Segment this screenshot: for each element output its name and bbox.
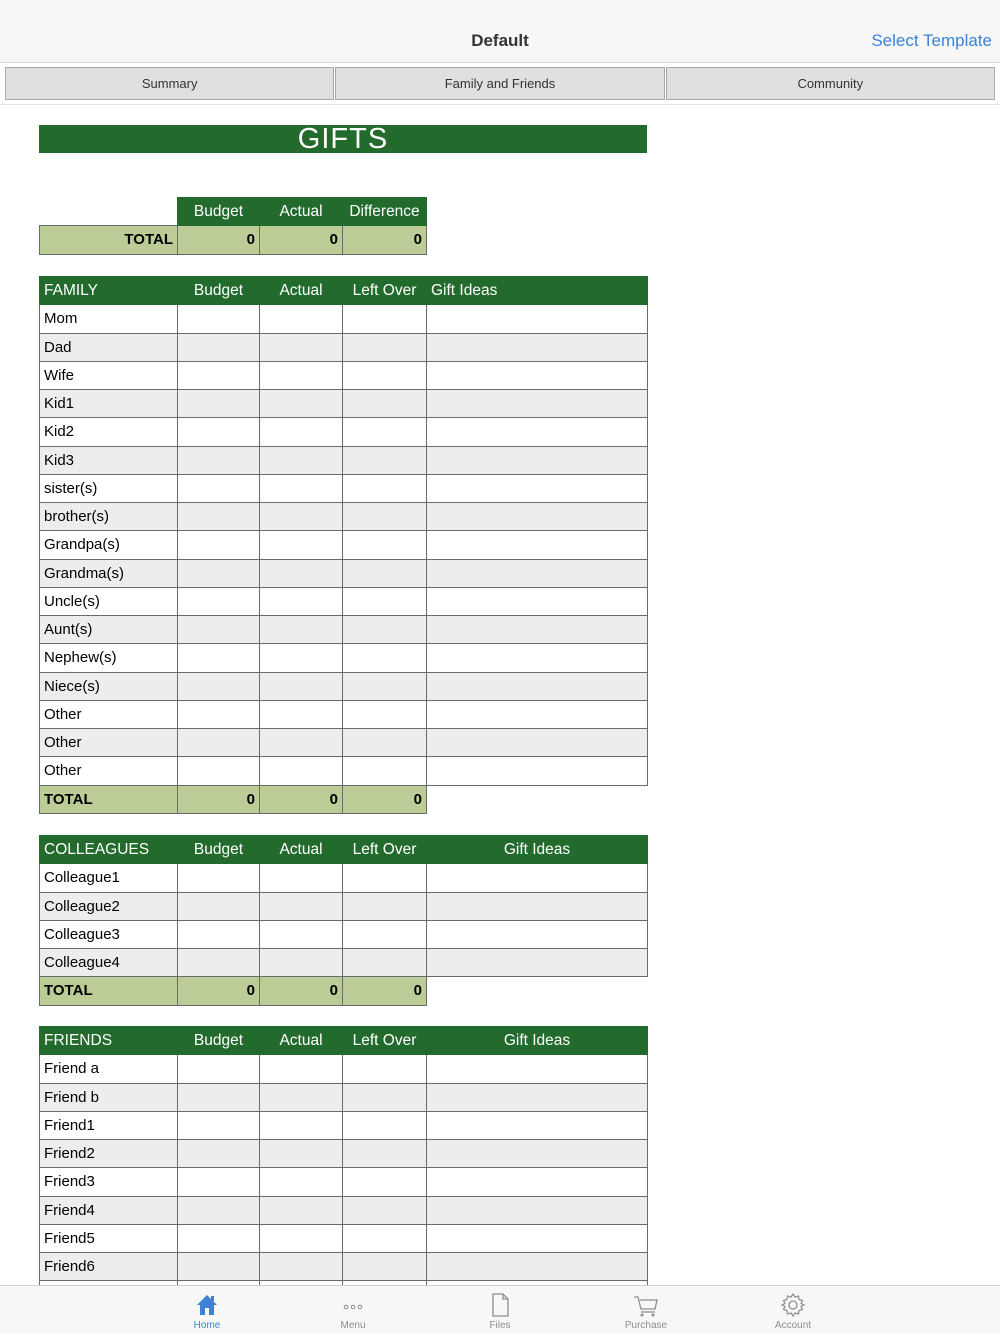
budget-cell[interactable] [178, 1140, 260, 1168]
actual-cell[interactable] [260, 1224, 343, 1252]
tab-label: Account [774, 1320, 812, 1331]
table-row [40, 333, 648, 361]
home-icon [194, 1292, 220, 1318]
actual-cell[interactable] [260, 390, 343, 418]
table-row [40, 1224, 648, 1252]
gift-ideas-cell[interactable] [427, 446, 648, 474]
left-over-cell[interactable] [343, 920, 427, 948]
actual-cell[interactable] [260, 446, 343, 474]
total-row [40, 785, 648, 813]
budget-cell[interactable] [178, 531, 260, 559]
row-label[interactable]: Kid1 [40, 390, 178, 418]
actual-cell[interactable] [260, 616, 343, 644]
actual-cell[interactable] [260, 559, 343, 587]
left-over-cell[interactable] [343, 390, 427, 418]
section-header: FAMILY [40, 277, 178, 305]
left-over-cell[interactable] [343, 1140, 427, 1168]
column-header: Left Over [343, 1027, 427, 1055]
friends-table [39, 1026, 648, 1285]
row-label[interactable]: Friend6 [40, 1253, 178, 1281]
left-over-cell[interactable] [343, 361, 427, 389]
total-budget[interactable]: 0 [178, 226, 260, 254]
tab-purchase[interactable] [586, 1286, 706, 1334]
actual-cell[interactable] [260, 1168, 343, 1196]
actual-cell[interactable] [260, 864, 343, 892]
actual-cell[interactable] [260, 949, 343, 977]
tab-files[interactable] [440, 1286, 560, 1334]
gift-ideas-cell[interactable] [427, 1253, 648, 1281]
row-label[interactable]: Colleague3 [40, 920, 178, 948]
column-header: Gift Ideas [427, 836, 648, 864]
gift-ideas-cell[interactable] [427, 531, 648, 559]
actual-cell[interactable] [260, 361, 343, 389]
actual-cell[interactable] [260, 503, 343, 531]
budget-cell[interactable] [178, 644, 260, 672]
budget-cell[interactable] [178, 864, 260, 892]
gift-ideas-cell[interactable] [427, 1140, 648, 1168]
left-over-cell[interactable] [343, 474, 427, 502]
total-left-over[interactable]: 0 [343, 977, 427, 1005]
row-label[interactable]: Grandma(s) [40, 559, 178, 587]
column-header: Budget [178, 277, 260, 305]
gift-ideas-cell[interactable] [427, 644, 648, 672]
column-header: Gift Ideas [427, 277, 648, 305]
actual-cell[interactable] [260, 1111, 343, 1139]
left-over-cell[interactable] [343, 503, 427, 531]
table-row [40, 1168, 648, 1196]
tab-summary[interactable]: Summary [5, 67, 334, 100]
left-over-cell[interactable] [343, 531, 427, 559]
row-label[interactable]: Colleague4 [40, 949, 178, 977]
left-over-cell[interactable] [343, 1055, 427, 1083]
budget-cell[interactable] [178, 1196, 260, 1224]
actual-cell[interactable] [260, 333, 343, 361]
tab-label: Purchase [624, 1320, 668, 1331]
table-row [40, 949, 648, 977]
gift-ideas-cell[interactable] [427, 1168, 648, 1196]
gifts-banner: GIFTS [39, 125, 647, 153]
row-label[interactable]: Dad [40, 333, 178, 361]
budget-cell[interactable] [178, 1253, 260, 1281]
actual-cell[interactable] [260, 531, 343, 559]
table-row [40, 700, 648, 728]
total-label: TOTAL [40, 785, 178, 813]
actual-cell[interactable] [260, 892, 343, 920]
table-row [40, 729, 648, 757]
actual-cell[interactable] [260, 644, 343, 672]
table-row [40, 644, 648, 672]
gift-ideas-cell[interactable] [427, 920, 648, 948]
table-row [40, 503, 648, 531]
actual-cell[interactable] [260, 729, 343, 757]
tab-home[interactable] [147, 1286, 267, 1334]
more-icon [340, 1292, 366, 1318]
total-row [40, 977, 648, 1005]
table-row [40, 757, 648, 785]
total-actual[interactable]: 0 [260, 785, 343, 813]
table-row [40, 1055, 648, 1083]
column-header: Actual [260, 277, 343, 305]
gift-ideas-cell[interactable] [427, 1083, 648, 1111]
tab-label: Menu [340, 1320, 366, 1331]
left-over-cell[interactable] [343, 864, 427, 892]
actual-cell[interactable] [260, 700, 343, 728]
tab-label: Home [193, 1320, 221, 1331]
gift-ideas-cell[interactable] [427, 474, 648, 502]
row-label[interactable]: Colleague1 [40, 864, 178, 892]
left-over-cell[interactable] [343, 1083, 427, 1111]
blank-cell [427, 977, 648, 1005]
row-label[interactable]: Friend a [40, 1055, 178, 1083]
section-header: FRIENDS [40, 1027, 178, 1055]
tab-menu[interactable] [293, 1286, 413, 1334]
summary-table [39, 197, 427, 255]
row-label[interactable]: Other [40, 700, 178, 728]
budget-cell[interactable] [178, 474, 260, 502]
table-row [40, 892, 648, 920]
gift-ideas-cell[interactable] [427, 503, 648, 531]
left-over-cell[interactable] [343, 1224, 427, 1252]
left-over-cell[interactable] [343, 333, 427, 361]
row-label[interactable]: brother(s) [40, 503, 178, 531]
left-over-cell[interactable] [343, 949, 427, 977]
row-label[interactable]: Other [40, 729, 178, 757]
gift-ideas-cell[interactable] [427, 949, 648, 977]
table-row [40, 531, 648, 559]
left-over-cell[interactable] [343, 672, 427, 700]
table-row [40, 587, 648, 615]
table-row [40, 474, 648, 502]
navigation-bar [0, 0, 1000, 63]
column-header: Difference [343, 198, 427, 226]
gear-icon [780, 1292, 806, 1318]
tab-family-and-friends[interactable]: Family and Friends [335, 67, 664, 100]
left-over-cell[interactable] [343, 757, 427, 785]
row-label[interactable]: Colleague2 [40, 892, 178, 920]
column-header: Budget [178, 836, 260, 864]
left-over-cell[interactable] [343, 644, 427, 672]
family-table [39, 276, 648, 814]
gift-ideas-cell[interactable] [427, 700, 648, 728]
table-row [40, 1140, 648, 1168]
actual-cell[interactable] [260, 757, 343, 785]
budget-cell[interactable] [178, 616, 260, 644]
table-row [40, 1083, 648, 1111]
table-row [40, 1111, 648, 1139]
budget-cell[interactable] [178, 1083, 260, 1111]
gift-ideas-cell[interactable] [427, 1055, 648, 1083]
column-header: Budget [178, 1027, 260, 1055]
total-label: TOTAL [40, 977, 178, 1005]
column-header: Budget [178, 198, 260, 226]
budget-cell[interactable] [178, 700, 260, 728]
gift-ideas-cell[interactable] [427, 864, 648, 892]
gift-ideas-cell[interactable] [427, 418, 648, 446]
sheet-tabs [5, 67, 995, 100]
budget-cell[interactable] [178, 333, 260, 361]
row-label[interactable]: Friend b [40, 1083, 178, 1111]
gift-ideas-cell[interactable] [427, 1196, 648, 1224]
gift-ideas-cell[interactable] [427, 616, 648, 644]
budget-cell[interactable] [178, 503, 260, 531]
budget-cell[interactable] [178, 390, 260, 418]
gift-ideas-cell[interactable] [427, 559, 648, 587]
budget-cell[interactable] [178, 559, 260, 587]
gift-ideas-cell[interactable] [427, 757, 648, 785]
gift-ideas-cell[interactable] [427, 729, 648, 757]
budget-cell[interactable] [178, 361, 260, 389]
left-over-cell[interactable] [343, 892, 427, 920]
column-header: Left Over [343, 836, 427, 864]
table-row [40, 418, 648, 446]
budget-cell[interactable] [178, 305, 260, 333]
table-row [40, 864, 648, 892]
actual-cell[interactable] [260, 1055, 343, 1083]
actual-cell[interactable] [260, 1196, 343, 1224]
row-label[interactable]: Mom [40, 305, 178, 333]
total-budget[interactable]: 0 [178, 785, 260, 813]
column-header: Actual [260, 1027, 343, 1055]
total-actual[interactable]: 0 [260, 977, 343, 1005]
gift-ideas-cell[interactable] [427, 1224, 648, 1252]
budget-cell[interactable] [178, 892, 260, 920]
blank-cell [40, 198, 178, 226]
bottom-tab-bar [0, 1285, 1000, 1334]
table-row [40, 672, 648, 700]
total-label: TOTAL [40, 226, 178, 254]
file-icon [487, 1292, 513, 1318]
left-over-cell[interactable] [343, 616, 427, 644]
budget-cell[interactable] [178, 757, 260, 785]
gift-ideas-cell[interactable] [427, 587, 648, 615]
left-over-cell[interactable] [343, 446, 427, 474]
gift-ideas-cell[interactable] [427, 305, 648, 333]
row-label[interactable]: Friend2 [40, 1140, 178, 1168]
left-over-cell[interactable] [343, 587, 427, 615]
left-over-cell[interactable] [343, 1253, 427, 1281]
colleagues-table [39, 835, 648, 1006]
row-label[interactable]: Grandpa(s) [40, 531, 178, 559]
table-row [40, 446, 648, 474]
select-template-button[interactable]: Select Template [871, 31, 992, 50]
row-label[interactable]: Friend1 [40, 1111, 178, 1139]
row-label[interactable]: Friend4 [40, 1196, 178, 1224]
gift-ideas-cell[interactable] [427, 1111, 648, 1139]
column-header: Gift Ideas [427, 1027, 648, 1055]
tab-community[interactable]: Community [666, 67, 995, 100]
actual-cell[interactable] [260, 474, 343, 502]
budget-cell[interactable] [178, 418, 260, 446]
actual-cell[interactable] [260, 672, 343, 700]
cart-icon [633, 1292, 659, 1318]
table-row [40, 390, 648, 418]
budget-cell[interactable] [178, 1111, 260, 1139]
left-over-cell[interactable] [343, 305, 427, 333]
column-header: Left Over [343, 277, 427, 305]
gift-ideas-cell[interactable] [427, 672, 648, 700]
blank-cell [427, 785, 648, 813]
table-row [40, 1196, 648, 1224]
total-actual[interactable]: 0 [260, 226, 343, 254]
table-row [40, 1253, 648, 1281]
column-header: Actual [260, 198, 343, 226]
left-over-cell[interactable] [343, 729, 427, 757]
row-label[interactable]: Niece(s) [40, 672, 178, 700]
actual-cell[interactable] [260, 1083, 343, 1111]
actual-cell[interactable] [260, 418, 343, 446]
budget-cell[interactable] [178, 729, 260, 757]
budget-cell[interactable] [178, 949, 260, 977]
actual-cell[interactable] [260, 1140, 343, 1168]
table-row [40, 361, 648, 389]
left-over-cell[interactable] [343, 700, 427, 728]
left-over-cell[interactable] [343, 559, 427, 587]
table-row [40, 616, 648, 644]
gift-ideas-cell[interactable] [427, 390, 648, 418]
budget-cell[interactable] [178, 1055, 260, 1083]
budget-cell[interactable] [178, 1168, 260, 1196]
row-label[interactable]: Kid2 [40, 418, 178, 446]
total-difference[interactable]: 0 [343, 226, 427, 254]
left-over-cell[interactable] [343, 1111, 427, 1139]
gift-ideas-cell[interactable] [427, 892, 648, 920]
row-label[interactable]: Friend5 [40, 1224, 178, 1252]
left-over-cell[interactable] [343, 418, 427, 446]
budget-cell[interactable] [178, 446, 260, 474]
left-over-cell[interactable] [343, 1196, 427, 1224]
row-label[interactable]: Nephew(s) [40, 644, 178, 672]
total-budget[interactable]: 0 [178, 977, 260, 1005]
total-left-over[interactable]: 0 [343, 785, 427, 813]
row-label[interactable]: Uncle(s) [40, 587, 178, 615]
tab-account[interactable] [733, 1286, 853, 1334]
actual-cell[interactable] [260, 1253, 343, 1281]
row-label[interactable]: Wife [40, 361, 178, 389]
table-row [40, 920, 648, 948]
gift-ideas-cell[interactable] [427, 361, 648, 389]
table-row [40, 305, 648, 333]
tab-label: Files [489, 1320, 511, 1331]
row-label[interactable]: Kid3 [40, 446, 178, 474]
row-label[interactable]: Friend3 [40, 1168, 178, 1196]
budget-cell[interactable] [178, 672, 260, 700]
budget-cell[interactable] [178, 920, 260, 948]
page-title: Default [471, 31, 529, 50]
budget-cell[interactable] [178, 587, 260, 615]
left-over-cell[interactable] [343, 1168, 427, 1196]
actual-cell[interactable] [260, 920, 343, 948]
row-label[interactable]: sister(s) [40, 474, 178, 502]
gift-ideas-cell[interactable] [427, 333, 648, 361]
budget-cell[interactable] [178, 1224, 260, 1252]
actual-cell[interactable] [260, 305, 343, 333]
actual-cell[interactable] [260, 587, 343, 615]
spreadsheet[interactable] [0, 105, 1000, 1285]
column-header: Actual [260, 836, 343, 864]
section-header: COLLEAGUES [40, 836, 178, 864]
row-label[interactable]: Aunt(s) [40, 616, 178, 644]
table-row [40, 559, 648, 587]
row-label[interactable]: Other [40, 757, 178, 785]
